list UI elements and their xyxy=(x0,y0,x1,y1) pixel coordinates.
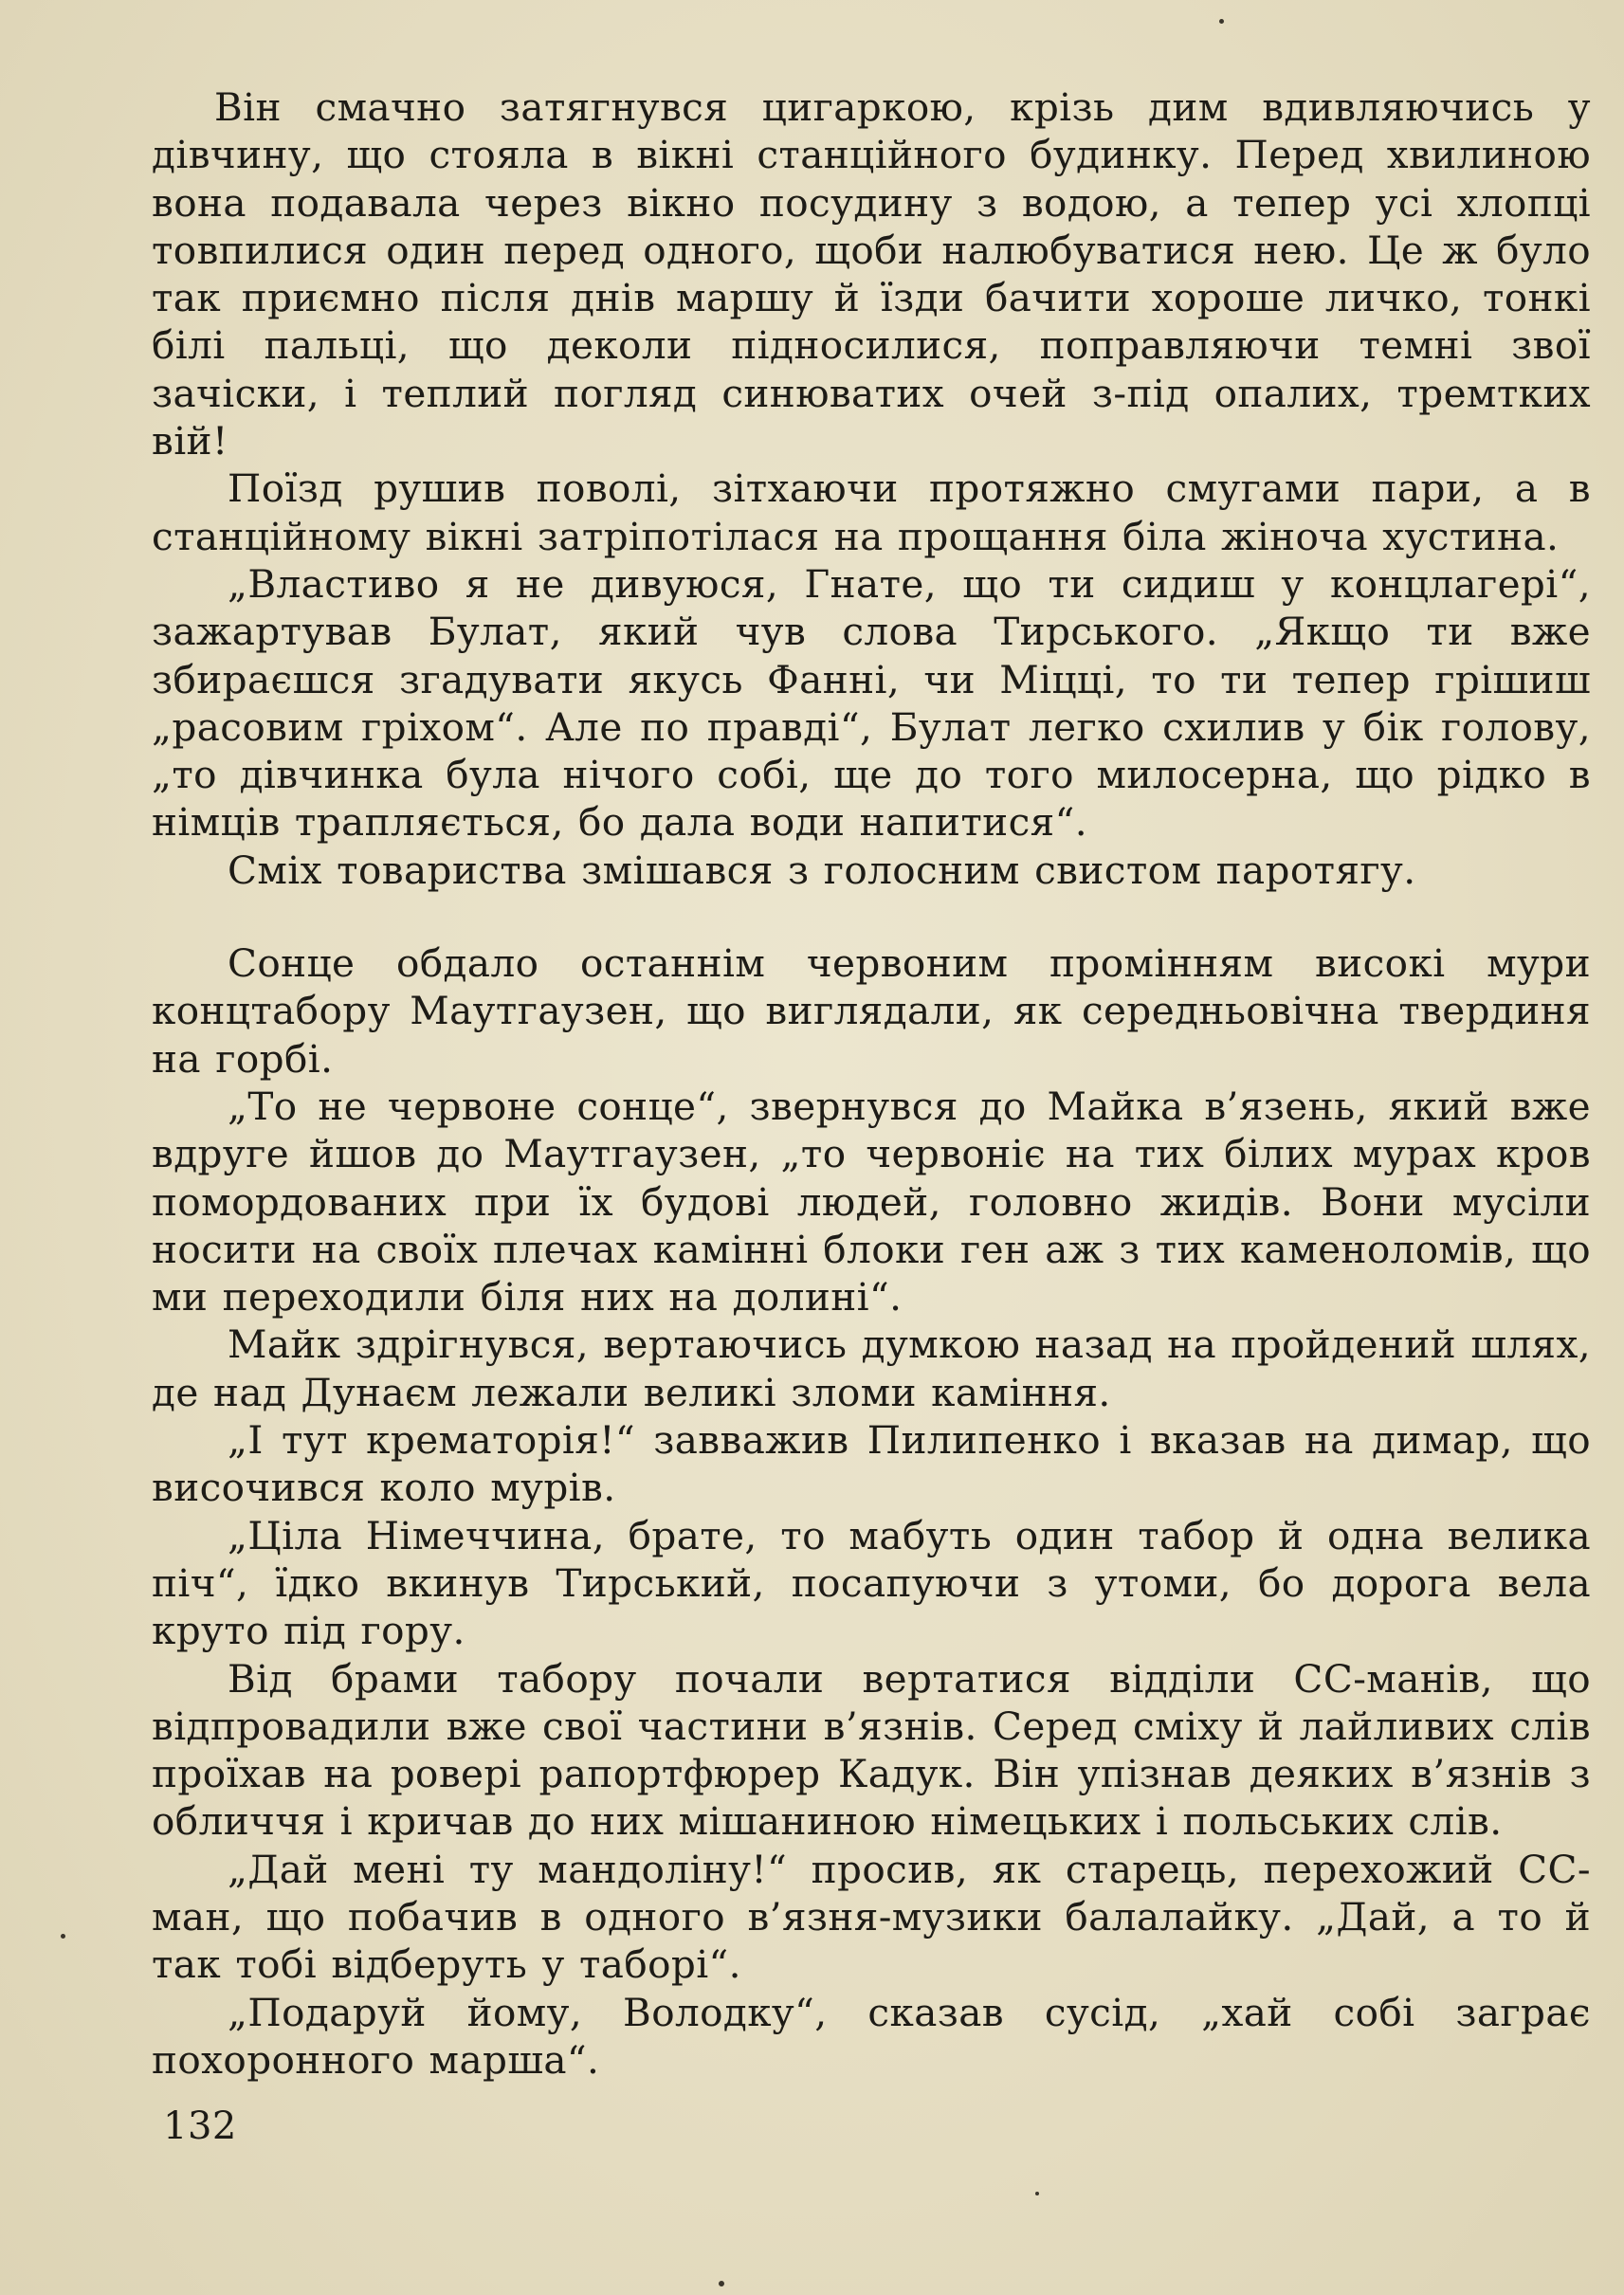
section-break xyxy=(152,894,1591,939)
paragraph-8: „І тут крематорія!“ завважив Пилипенко і вказав на димар, що височився коло мурів. xyxy=(152,1417,1591,1511)
paragraph-11: „Дай мені ту мандоліну!“ просив, як старець, перехожий СС-ман, що побачив в одного в’язня-музики балалайку. „Дай, а то й так тобі відберуть у таборі“. xyxy=(152,1846,1591,1988)
paragraph-12: „Подаруй йому, Володку“, сказав сусід, „хай собі заграє похоронного марша“. xyxy=(152,1989,1591,2083)
page-number: 132 xyxy=(163,2104,237,2148)
paragraph-9: „Ціла Німеччина, брате, то мабуть один табор й одна велика піч“, їдко вкинув Тирський, посапуючи з утоми, бо дорога вела круто під гору. xyxy=(152,1512,1591,1654)
paragraph-1: Він смачно затягнувся цигаркою, крізь дим вдивляючись у дівчину, що стояла в вікні станційного будинку. Перед хвилиною вона подавала через вікно посудину з водою, а тепер усі хлопці товпилися один перед одного, щоби налюбуватися нею. Це ж було так приємно після днів маршу й їзди бачити хороше личко, тонкі білі пальці, що деколи підносилися, поправляючи темні звої зачіски, і теплий погляд синюватих очей з-під опалих, тремтких вій! xyxy=(152,84,1591,464)
paragraph-4: Сміх товариства змішався з голосним свистом паротягу. xyxy=(228,847,1416,893)
paragraph-2: Поїзд рушив поволі, зітхаючи протяжно смугами пари, а в станційному вікні затріпотілася на прощання біла жіноча хустина. xyxy=(152,465,1591,559)
page-text xyxy=(152,83,1591,2084)
paragraph-6: „То не червоне сонце“, звернувся до Майка в’язень, який вже вдруге йшов до Маутгаузен, „то червоніє на тих білих мурах кров помордованих при їх будові людей, головно жидів. Вони мусіли носити на своїх плечах камінні блоки ген аж з тих каменоломів, що ми переходили біля них на долині“. xyxy=(152,1083,1591,1321)
speck xyxy=(61,1934,65,1939)
paragraph-5: Сонце обдало останнім червоним промінням високі мури концтабору Маутгаузен, що виглядали, як середньовічна твердиня на горбі. xyxy=(152,940,1591,1082)
speck xyxy=(1035,2192,1039,2195)
paragraph-7: Майк здрігнувся, вертаючись думкою назад на пройдений шлях, де над Дунаєм лежали великі зломи каміння. xyxy=(152,1321,1591,1415)
paragraph-3: „Властиво я не дивуюся, Гнате, що ти сидиш у концлагері“, зажартував Булат, який чув слова Тирського. „Якщо ти вже збираєшся згадувати якусь Фанні, чи Міцці, то ти тепер грішиш „расовим гріхом“. Але по правді“, Булат легко схилив у бік голову, „то дівчинка була нічого собі, ще до того милосерна, що рідко в німців трапляється, бо дала води напитися“. xyxy=(152,560,1591,846)
paragraph-10: Від брами табору почали вертатися відділи СС-манів, що відпровадили вже свої частини в’язнів. Серед сміху й лайливих слів проїхав на ровері рапортфюрер Кадук. Він упізнав деяких в’язнів з обличчя і кричав до них мішаниною німецьких і польських слів. xyxy=(152,1655,1591,1845)
speck xyxy=(719,2281,724,2286)
speck xyxy=(1219,19,1224,24)
